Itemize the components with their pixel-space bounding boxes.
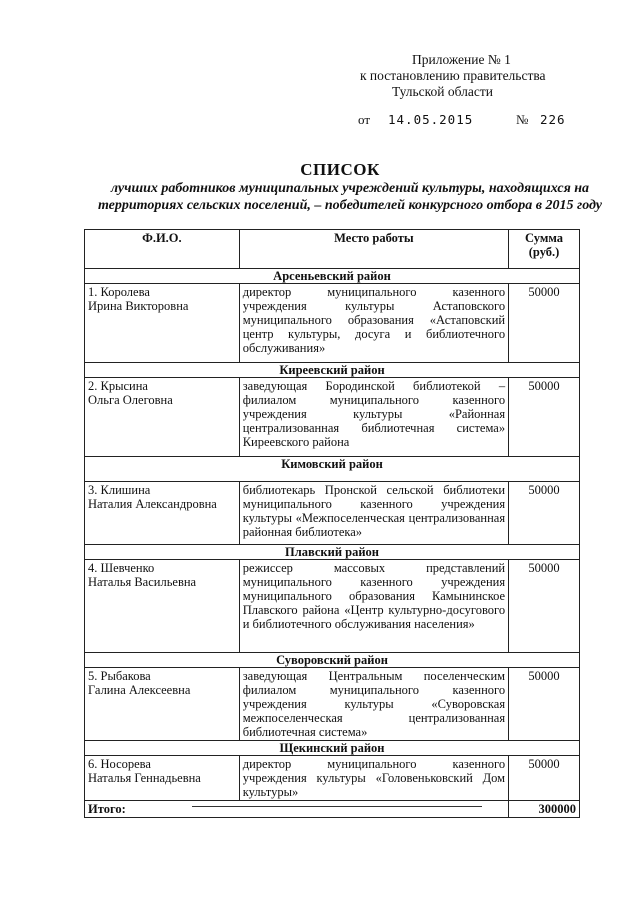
decree-number: 226 (540, 112, 566, 127)
winner-name: 2. Крысина Ольга Олеговна (85, 378, 240, 457)
district-row (85, 741, 580, 756)
table-row (85, 284, 580, 363)
table-header-row (85, 230, 580, 269)
district-name: Кимовский район (85, 457, 580, 482)
winner-sum: 50000 (509, 560, 580, 653)
winner-name: 3. Клишина Наталия Александровна (85, 482, 240, 545)
winner-name: 4. Шевченко Наталья Васильевна (85, 560, 240, 653)
district-name: Арсеньевский район (85, 269, 580, 284)
header-name: Ф.И.О. (85, 230, 240, 269)
winner-name: 6. Носорева Наталья Геннадьевна (85, 756, 240, 801)
winner-workplace: заведующая Центральным поселенческим филиалом муниципального казенного учреждения культуры «Суворовская межпоселенческая централизованная библиотечная система» (239, 668, 508, 741)
district-name: Киреевский район (85, 363, 580, 378)
winner-sum: 50000 (509, 378, 580, 457)
decree-line (358, 112, 566, 128)
from-label: от (358, 112, 371, 127)
table-row (85, 560, 580, 653)
document-subtitle: лучших работников муниципальных учреждений культуры, находящихся на территориях сельских поселений, – победителей конкурсного отбора в 2015 году (97, 181, 603, 213)
table-row (85, 756, 580, 801)
total-row (85, 801, 580, 818)
header-sum: Сумма (руб.) (509, 230, 580, 269)
total-label: Итого: (85, 801, 509, 818)
district-row (85, 457, 580, 482)
winners-table (84, 229, 580, 818)
winner-workplace: библиотекарь Пронской сельской библиотеки муниципального казенного учреждения культуры «Межпоселенческая централизованная районная библиотека» (239, 482, 508, 545)
winner-workplace: директор муниципального казенного учреждения культуры «Головеньковский Дом культуры» (239, 756, 508, 801)
header-place: Место работы (239, 230, 508, 269)
table-row (85, 482, 580, 545)
district-row (85, 653, 580, 668)
winner-sum: 50000 (509, 482, 580, 545)
winner-workplace: директор муниципального казенного учреждения культуры Астаповского муниципального образования «Астаповский центр культуры, досуга и библиотечного обслуживания» (239, 284, 508, 363)
appendix-decree-ref: к постановлению правительства (360, 68, 546, 83)
district-name: Суворовский район (85, 653, 580, 668)
winner-sum: 50000 (509, 756, 580, 801)
district-name: Щекинский район (85, 741, 580, 756)
footer-divider (192, 806, 482, 807)
district-row (85, 269, 580, 284)
total-value: 300000 (509, 801, 580, 818)
winner-sum: 50000 (509, 284, 580, 363)
winner-workplace: заведующая Бородинской библиотекой – филиалом муниципального казенного учреждения культуры «Районная централизованная библиотечная система» Киреевского района (239, 378, 508, 457)
decree-date: 14.05.2015 (388, 112, 474, 127)
table-row (85, 668, 580, 741)
district-name: Плавский район (85, 545, 580, 560)
document-title: СПИСОК (300, 160, 380, 179)
appendix-region: Тульской области (392, 84, 493, 99)
winner-name: 5. Рыбакова Галина Алексеевна (85, 668, 240, 741)
winner-workplace: режиссер массовых представлений муниципального казенного учреждения муниципального образования Камынинское Плавского района «Центр культурно-досугового и библиотечного обслуживания населения» (239, 560, 508, 653)
district-row (85, 545, 580, 560)
district-row (85, 363, 580, 378)
table-row (85, 378, 580, 457)
appendix-number: Приложение № 1 (412, 52, 511, 67)
number-sign: № (516, 112, 529, 127)
appendix-block (340, 52, 580, 100)
winner-name: 1. Королева Ирина Викторовна (85, 284, 240, 363)
winner-sum: 50000 (509, 668, 580, 741)
